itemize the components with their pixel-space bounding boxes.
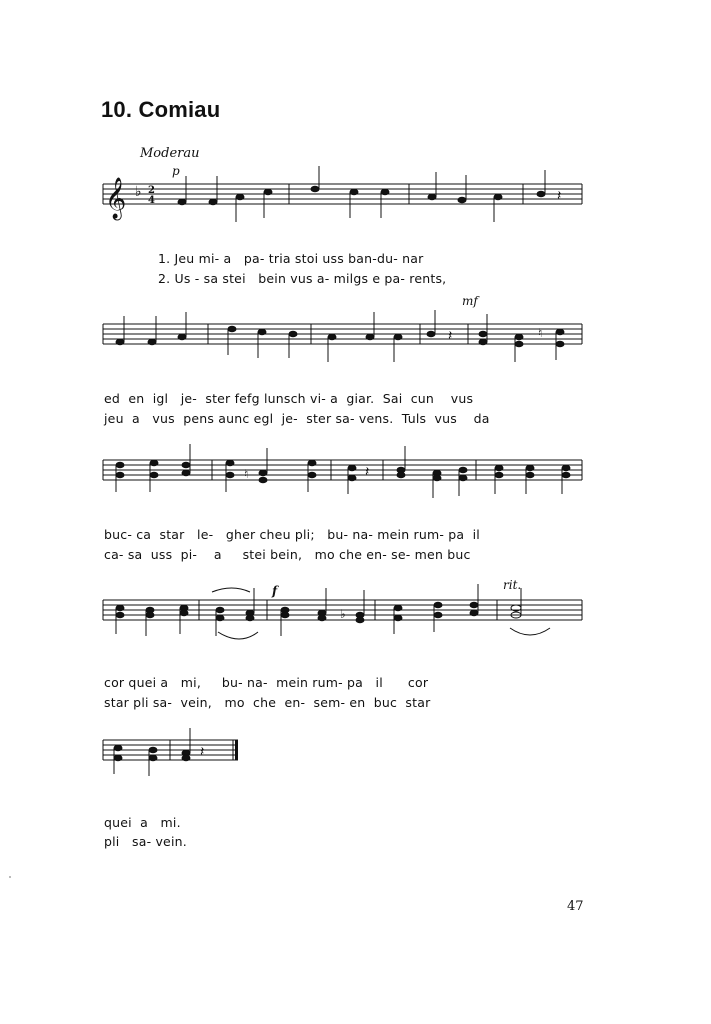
svg-text:𝄽: 𝄽: [448, 328, 453, 344]
svg-text:𝄞: 𝄞: [105, 178, 127, 219]
svg-text:♮: ♮: [538, 326, 543, 340]
lyric-line-verse1: buc- ca star le- gher cheu pli; bu- na- mein rum- pa il: [104, 527, 480, 542]
lyric-line-verse2: jeu a vus pens aunc egl je- ster sa- vens. Tuls vus da: [104, 411, 490, 426]
lyric-line-verse2: ca- sa uss pi- a stei bein, mo che en- se- men buc: [104, 547, 471, 562]
svg-text:♭: ♭: [340, 607, 346, 621]
scan-speck: [9, 876, 11, 878]
lyric-line-verse1: 1. Jeu mi- a pa- tria stoi uss ban-du- nar: [158, 251, 424, 266]
ritardando-marking: rit.: [503, 578, 522, 592]
music-staff-3: [0, 446, 711, 526]
music-staff-4: [0, 586, 711, 676]
dynamic-forte: f: [272, 584, 278, 598]
lyric-line-verse1: cor quei a mi, bu- na- mein rum- pa il cor: [104, 675, 429, 690]
svg-text:♮: ♮: [244, 467, 249, 481]
dynamic-piano: p: [172, 164, 180, 178]
music-staff-2: [0, 310, 711, 390]
time-signature-bottom: 4: [148, 195, 155, 206]
svg-text:𝄽: 𝄽: [557, 188, 562, 204]
lyric-line-verse1: quei a mi.: [104, 815, 181, 830]
svg-text:♭: ♭: [135, 184, 142, 200]
lyric-line-verse2: 2. Us - sa stei bein vus a- milgs e pa- rents,: [158, 271, 447, 286]
svg-text:𝄽: 𝄽: [365, 464, 370, 480]
lyric-line-verse2: pli sa- vein.: [104, 834, 187, 849]
tempo-marking: Moderau: [140, 146, 200, 161]
time-signature-top: 2: [148, 185, 155, 196]
lyric-line-verse2: star pli sa- vein, mo che en- sem- en buc star: [104, 695, 431, 710]
svg-text:𝄽: 𝄽: [200, 744, 205, 760]
music-staff-5: [0, 726, 711, 806]
song-title: 10. Comiau: [101, 97, 221, 122]
lyric-line-verse1: ed en igl je- ster fefg lunsch vi- a giar. Sai cun vus: [104, 391, 474, 406]
music-staff-1: [0, 170, 711, 250]
dynamic-mezzo-forte: mf: [462, 294, 478, 308]
page-number: 47: [567, 899, 584, 914]
